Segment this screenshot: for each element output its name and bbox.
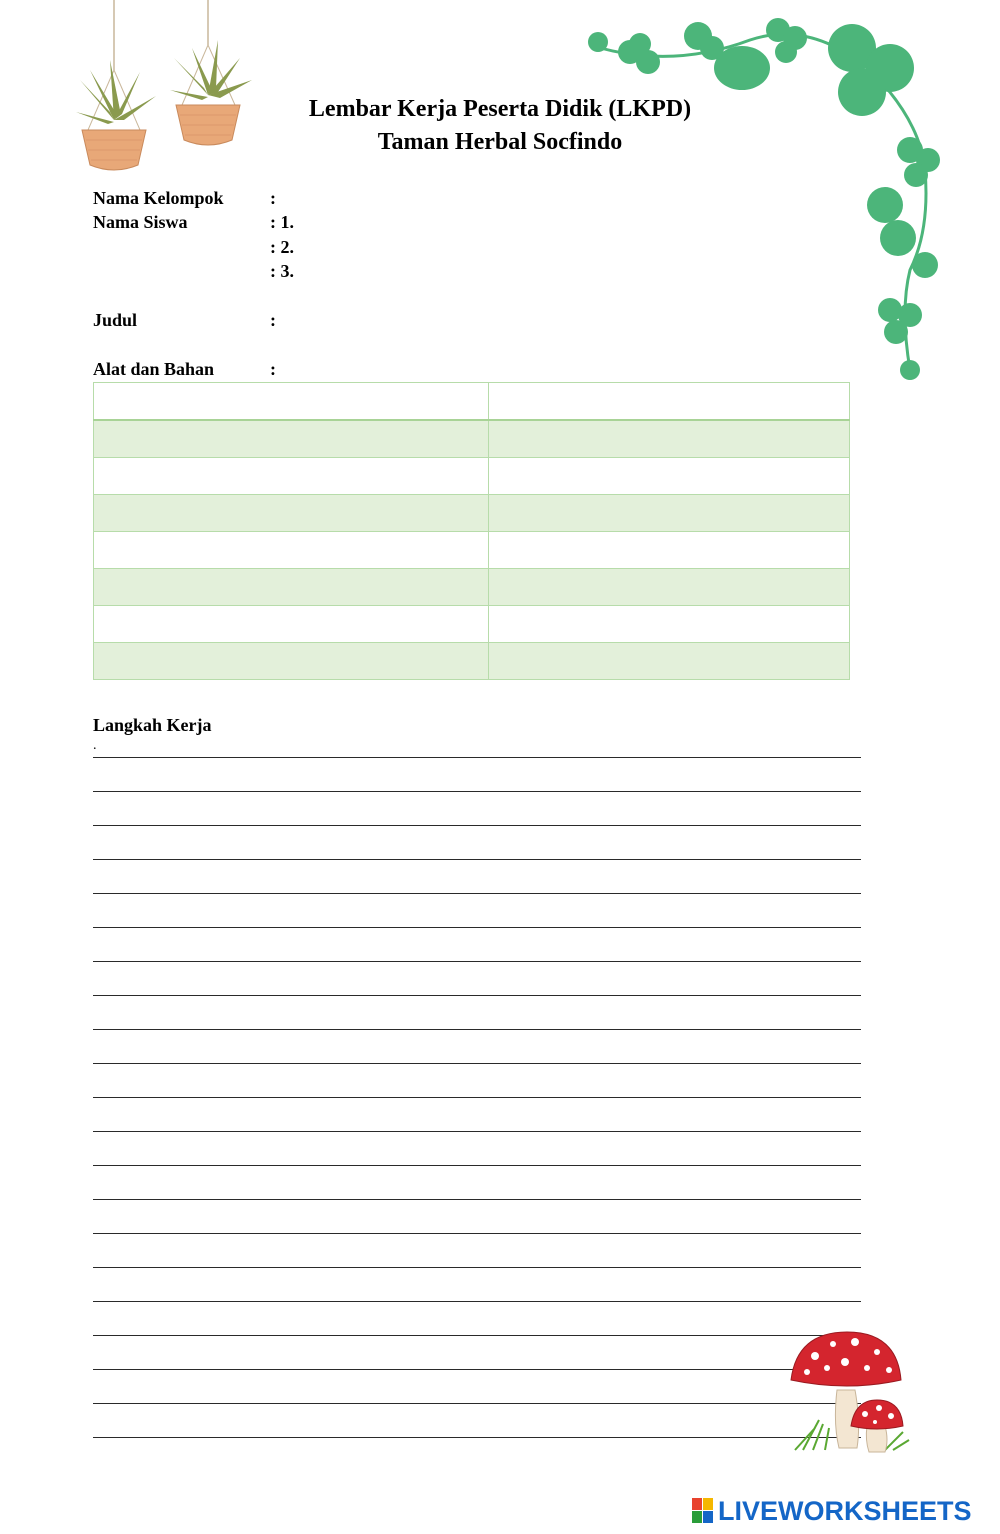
table-row xyxy=(94,643,850,680)
worksheet-subtitle: Taman Herbal Socfindo xyxy=(377,129,623,155)
table-row xyxy=(94,606,850,643)
table-cell[interactable] xyxy=(489,643,850,680)
writing-line[interactable] xyxy=(93,1335,861,1336)
writing-line[interactable] xyxy=(93,1233,861,1234)
writing-line[interactable] xyxy=(93,1199,861,1200)
table-cell[interactable] xyxy=(94,420,489,458)
group-name-label: Nama Kelompok xyxy=(93,188,224,208)
materials-colon: : xyxy=(270,359,276,379)
liveworksheets-logo-icon xyxy=(692,1498,714,1524)
worksheet-title: Lembar Kerja Peserta Didik (LKPD) xyxy=(308,96,692,122)
student-entry-1[interactable]: : 1. xyxy=(270,212,294,232)
table-cell[interactable] xyxy=(489,458,850,495)
table-cell[interactable] xyxy=(489,569,850,606)
writing-line[interactable] xyxy=(93,791,861,792)
group-name-colon: : xyxy=(270,188,276,208)
clover-vine-icon xyxy=(580,10,950,385)
materials-label: Alat dan Bahan xyxy=(93,359,215,379)
watermark-text: LIVEWORKSHEETS xyxy=(718,1496,972,1526)
writing-line[interactable] xyxy=(93,927,861,928)
table-row xyxy=(94,569,850,606)
table-row xyxy=(94,458,850,495)
writing-line[interactable] xyxy=(93,1097,861,1098)
writing-line[interactable] xyxy=(93,1301,861,1302)
steps-label: Langkah Kerja xyxy=(93,715,212,735)
writing-line[interactable] xyxy=(93,825,861,826)
table-cell[interactable] xyxy=(94,458,489,495)
table-row xyxy=(94,532,850,569)
writing-line[interactable] xyxy=(93,1403,861,1404)
table-cell[interactable] xyxy=(489,606,850,643)
writing-line[interactable] xyxy=(93,1267,861,1268)
writing-line[interactable] xyxy=(93,1165,861,1166)
student-entry-3[interactable]: : 3. xyxy=(270,261,294,281)
title-label: Judul xyxy=(93,310,138,330)
student-name-label: Nama Siswa xyxy=(93,212,188,232)
red-mushroom-icon xyxy=(785,1328,915,1458)
table-cell[interactable] xyxy=(94,569,489,606)
table-cell[interactable] xyxy=(489,383,850,421)
table-cell[interactable] xyxy=(94,532,489,569)
writing-line[interactable] xyxy=(93,1063,861,1064)
table-cell[interactable] xyxy=(489,495,850,532)
writing-line[interactable] xyxy=(93,995,861,996)
writing-line[interactable] xyxy=(93,1131,861,1132)
writing-line[interactable] xyxy=(93,1369,861,1370)
materials-table xyxy=(93,382,850,680)
writing-line[interactable] xyxy=(93,961,861,962)
table-cell[interactable] xyxy=(489,420,850,458)
writing-line[interactable] xyxy=(93,757,861,758)
steps-first-mark: . xyxy=(93,738,97,753)
table-cell[interactable] xyxy=(94,495,489,532)
table-cell[interactable] xyxy=(94,643,489,680)
writing-line[interactable] xyxy=(93,1029,861,1030)
student-entry-2[interactable]: : 2. xyxy=(270,237,294,257)
table-cell[interactable] xyxy=(94,383,489,421)
table-cell[interactable] xyxy=(94,606,489,643)
table-row xyxy=(94,383,850,421)
table-row xyxy=(94,420,850,458)
table-cell[interactable] xyxy=(489,532,850,569)
title-colon[interactable]: : xyxy=(270,310,276,330)
writing-line[interactable] xyxy=(93,893,861,894)
table-row xyxy=(94,495,850,532)
writing-line[interactable] xyxy=(93,859,861,860)
writing-line[interactable] xyxy=(93,1437,861,1438)
